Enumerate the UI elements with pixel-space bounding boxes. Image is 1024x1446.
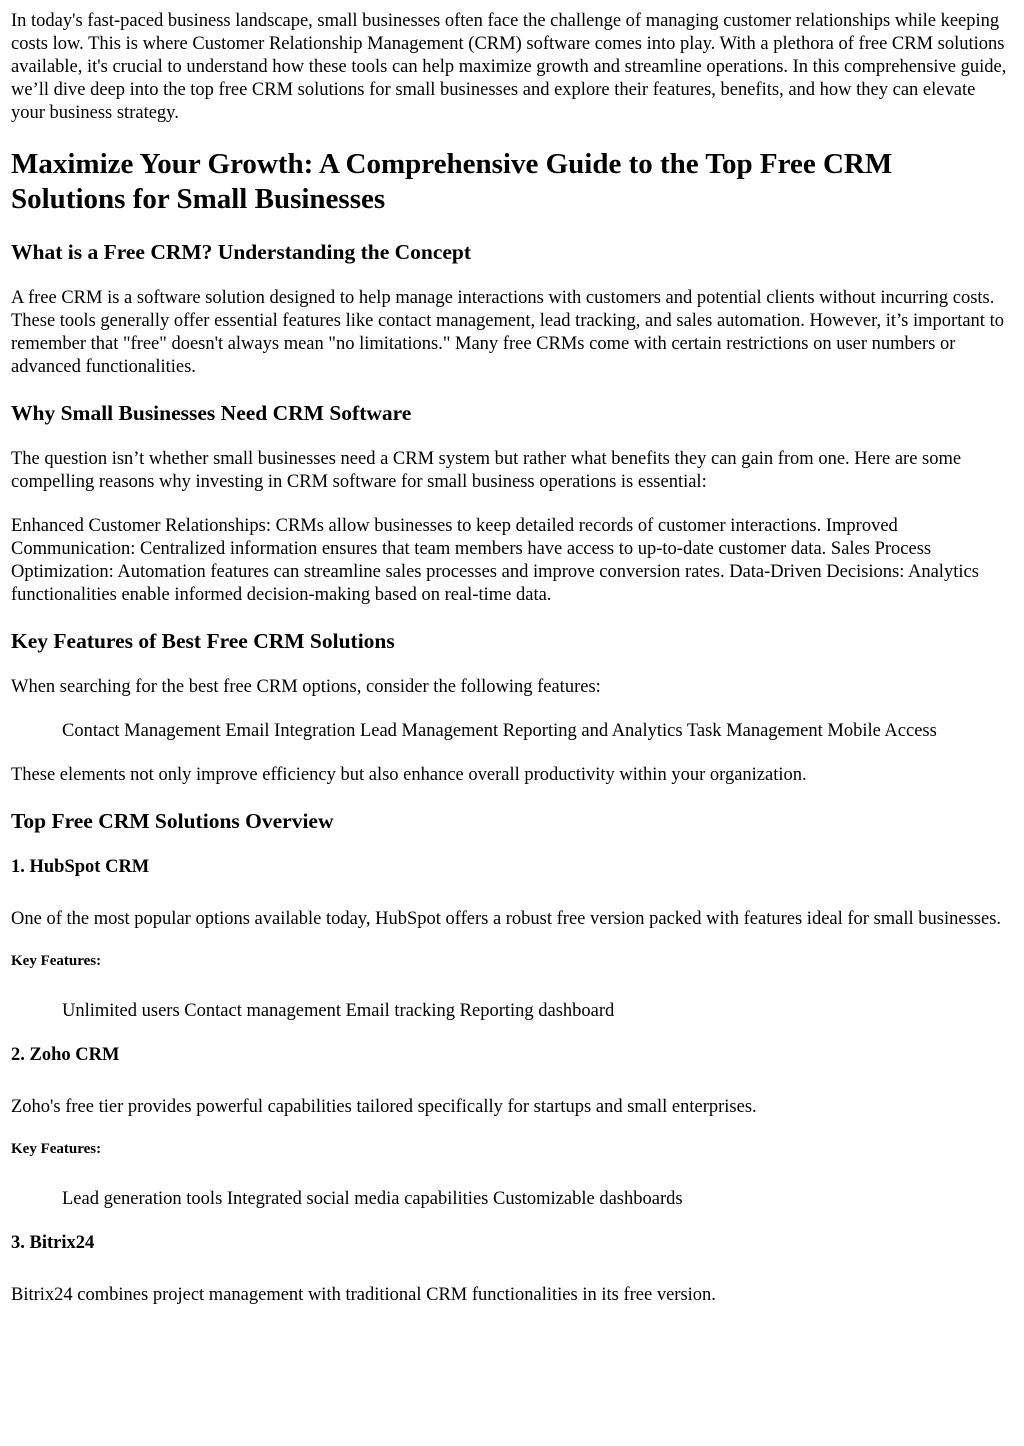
section-after-key-features: These elements not only improve efficiency but also enhance overall productivity within your organization. [11,765,807,785]
crm-body-bitrix: Bitrix24 combines project management with traditional CRM functionalities in its free version. [11,1285,716,1305]
crm-heading-hubspot: 1. HubSpot CRM [11,857,150,877]
crm-features-label-zoho: Key Features: [11,1141,102,1157]
section-heading-overview: Top Free CRM Solutions Overview [11,809,334,833]
crm-body-hubspot: One of the most popular options available today, HubSpot offers a robust free version packed with features ideal for small businesses. [11,909,1002,929]
crm-body-zoho: Zoho's free tier provides powerful capabilities tailored specifically for startups and small enterprises. [11,1097,757,1117]
section-body-why-need: The question isn’t whether small businesses need a CRM system but rather what benefits they can gain from one. Here are some compelling reasons why investing in CRM software for small business operations is essential: [11,449,962,492]
section-heading-what-is: What is a Free CRM? Understanding the Concept [11,240,472,264]
section-body-key-features: When searching for the best free CRM options, consider the following features: [11,677,601,697]
page-title: Maximize Your Growth: A Comprehensive Guide to the Top Free CRM Solutions for Small Businesses [11,148,893,215]
crm-heading-bitrix: 3. Bitrix24 [11,1233,95,1253]
features-list: Contact Management Email Integration Lead Management Reporting and Analytics Task Management Mobile Access [62,721,937,741]
crm-features-zoho: Lead generation tools Integrated social media capabilities Customizable dashboards [62,1189,683,1209]
section-body-what-is: A free CRM is a software solution designed to help manage interactions with customers and potential clients without incurring costs. These tools generally offer essential features like contact management, lead tracking, and sales automation. However, it’s important to remember that "free" doesn't always mean "no limitations." Many free CRMs come with certain restrictions on user numbers or advanced functionalities. [11,288,1004,377]
crm-features-hubspot: Unlimited users Contact management Email tracking Reporting dashboard [62,1001,615,1021]
crm-heading-zoho: 2. Zoho CRM [11,1045,120,1065]
section-heading-key-features: Key Features of Best Free CRM Solutions [11,629,395,653]
intro-paragraph: In today's fast-paced business landscape, small businesses often face the challenge of managing customer relationships while keeping costs low. This is where Customer Relationship Management (CRM) software comes into play. With a plethora of free CRM solutions available, it's crucial to understand how these tools can help maximize growth and streamline operations. In this comprehensive guide, we’ll dive deep into the top free CRM solutions for small businesses and explore their features, benefits, and how they can elevate your business strategy. [11,11,1007,123]
crm-features-label-hubspot: Key Features: [11,953,102,969]
section-heading-why-need: Why Small Businesses Need CRM Software [11,401,412,425]
benefits-list: Enhanced Customer Relationships: CRMs allow businesses to keep detailed records of customer interactions. Improved Communication: Centralized information ensures that team members have access to up-to-date customer data. Sales Process Optimization: Automation features can streamline sales processes and improve conversion rates. Data-Driven Decisions: Analytics functionalities enable informed decision-making based on real-time data. [11,516,979,605]
